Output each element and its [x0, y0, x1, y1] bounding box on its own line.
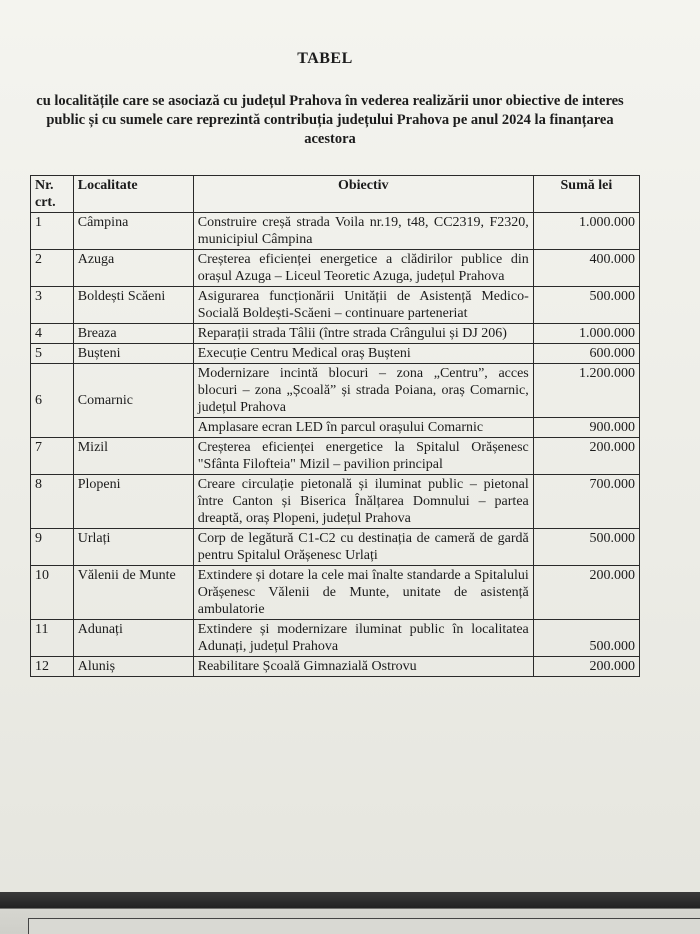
table-row [31, 438, 640, 475]
table-row [31, 475, 640, 529]
row-nr: 9 [31, 529, 74, 566]
row-suma: 200.000 [533, 657, 639, 677]
row-nr: 11 [31, 620, 74, 657]
row-localitate: Plopeni [73, 475, 193, 529]
table-row [31, 213, 640, 250]
row-nr: 8 [31, 475, 74, 529]
row-obiectiv: Extindere și modernizare iluminat public în localitatea Adunați, județul Prahova [193, 620, 533, 657]
row-nr: 4 [31, 324, 74, 344]
table-header-row [31, 176, 640, 213]
row-localitate: Adunați [73, 620, 193, 657]
header-localitate: Localitate [73, 176, 193, 213]
table-row [31, 324, 640, 344]
row-localitate: Bușteni [73, 344, 193, 364]
row-localitate: Comarnic [73, 364, 193, 438]
table-row [31, 620, 640, 657]
row-localitate: Urlați [73, 529, 193, 566]
row-localitate: Aluniș [73, 657, 193, 677]
row-suma: 1.200.000 [533, 364, 639, 418]
row-suma-secondary: 900.000 [533, 418, 639, 438]
table-row [31, 566, 640, 620]
row-nr: 7 [31, 438, 74, 475]
row-suma: 200.000 [533, 566, 639, 620]
row-localitate: Breaza [73, 324, 193, 344]
row-suma: 200.000 [533, 438, 639, 475]
monitor-edge [28, 918, 700, 934]
row-localitate: Azuga [73, 250, 193, 287]
row-nr: 3 [31, 287, 74, 324]
row-suma: 500.000 [533, 620, 639, 657]
table-row [31, 287, 640, 324]
row-localitate: Vălenii de Munte [73, 566, 193, 620]
table-row [31, 344, 640, 364]
contributions-table [30, 175, 640, 677]
row-localitate: Mizil [73, 438, 193, 475]
row-localitate: Boldești Scăeni [73, 287, 193, 324]
row-nr: 1 [31, 213, 74, 250]
header-suma: Sumă lei [533, 176, 639, 213]
row-suma: 500.000 [533, 529, 639, 566]
row-obiectiv: Construire creșă strada Voila nr.19, t48, CC2319, F2320, municipiul Câmpina [193, 213, 533, 250]
table-row [31, 529, 640, 566]
row-localitate: Câmpina [73, 213, 193, 250]
row-obiectiv: Reabilitare Școală Gimnazială Ostrovu [193, 657, 533, 677]
row-suma: 700.000 [533, 475, 639, 529]
row-suma: 500.000 [533, 287, 639, 324]
row-obiectiv: Asigurarea funcționării Unității de Asistență Medico-Socială Boldești-Scăeni – continuare parteneriat [193, 287, 533, 324]
row-obiectiv: Execuție Centru Medical oraș Bușteni [193, 344, 533, 364]
header-obiectiv: Obiectiv [193, 176, 533, 213]
row-suma: 600.000 [533, 344, 639, 364]
row-obiectiv: Creșterea eficienței energetice a clădirilor publice din orașul Azuga – Liceul Teoretic Azuga, județul Prahova [193, 250, 533, 287]
row-obiectiv: Modernizare incintă blocuri – zona „Centru”, acces blocuri – zona „Școală” și strada Poiana, oraș Comarnic, județul Prahova [193, 364, 533, 418]
row-suma: 1.000.000 [533, 324, 639, 344]
row-nr: 6 [31, 364, 74, 438]
row-obiectiv: Reparații strada Tâlii (între strada Crângului și DJ 206) [193, 324, 533, 344]
table-row [31, 657, 640, 677]
row-nr: 5 [31, 344, 74, 364]
table-row [31, 250, 640, 287]
row-suma: 400.000 [533, 250, 639, 287]
row-nr: 12 [31, 657, 74, 677]
row-obiectiv: Creare circulație pietonală și iluminat public – pietonal între Canton și Biserica Înălțarea Domnului – partea dreaptă, oraș Plopeni, județul Prahova [193, 475, 533, 529]
document-subtitle: cu localitățile care se asociază cu județul Prahova în vederea realizării unor obiective de interes public și cu sumele care reprezintă contribuția județului Prahova pe anul 2024 la finanțarea acestora [36, 93, 624, 147]
header-nr: Nr. crt. [31, 176, 74, 213]
row-nr: 10 [31, 566, 74, 620]
row-nr: 2 [31, 250, 74, 287]
row-obiectiv: Corp de legătură C1-C2 cu destinația de cameră de gardă pentru Spitalul Orășenesc Urlați [193, 529, 533, 566]
document-title: TABEL [297, 50, 353, 67]
table-row [31, 364, 640, 418]
row-suma: 1.000.000 [533, 213, 639, 250]
row-obiectiv: Extindere și dotare la cele mai înalte standarde a Spitalului Orășenesc Vălenii de Munte, unitate de asistență ambulatorie [193, 566, 533, 620]
row-obiectiv: Creșterea eficienței energetice la Spitalul Orășenesc "Sfânta Filofteia" Mizil – pavilion principal [193, 438, 533, 475]
row-obiectiv-secondary: Amplasare ecran LED în parcul orașului Comarnic [193, 418, 533, 438]
